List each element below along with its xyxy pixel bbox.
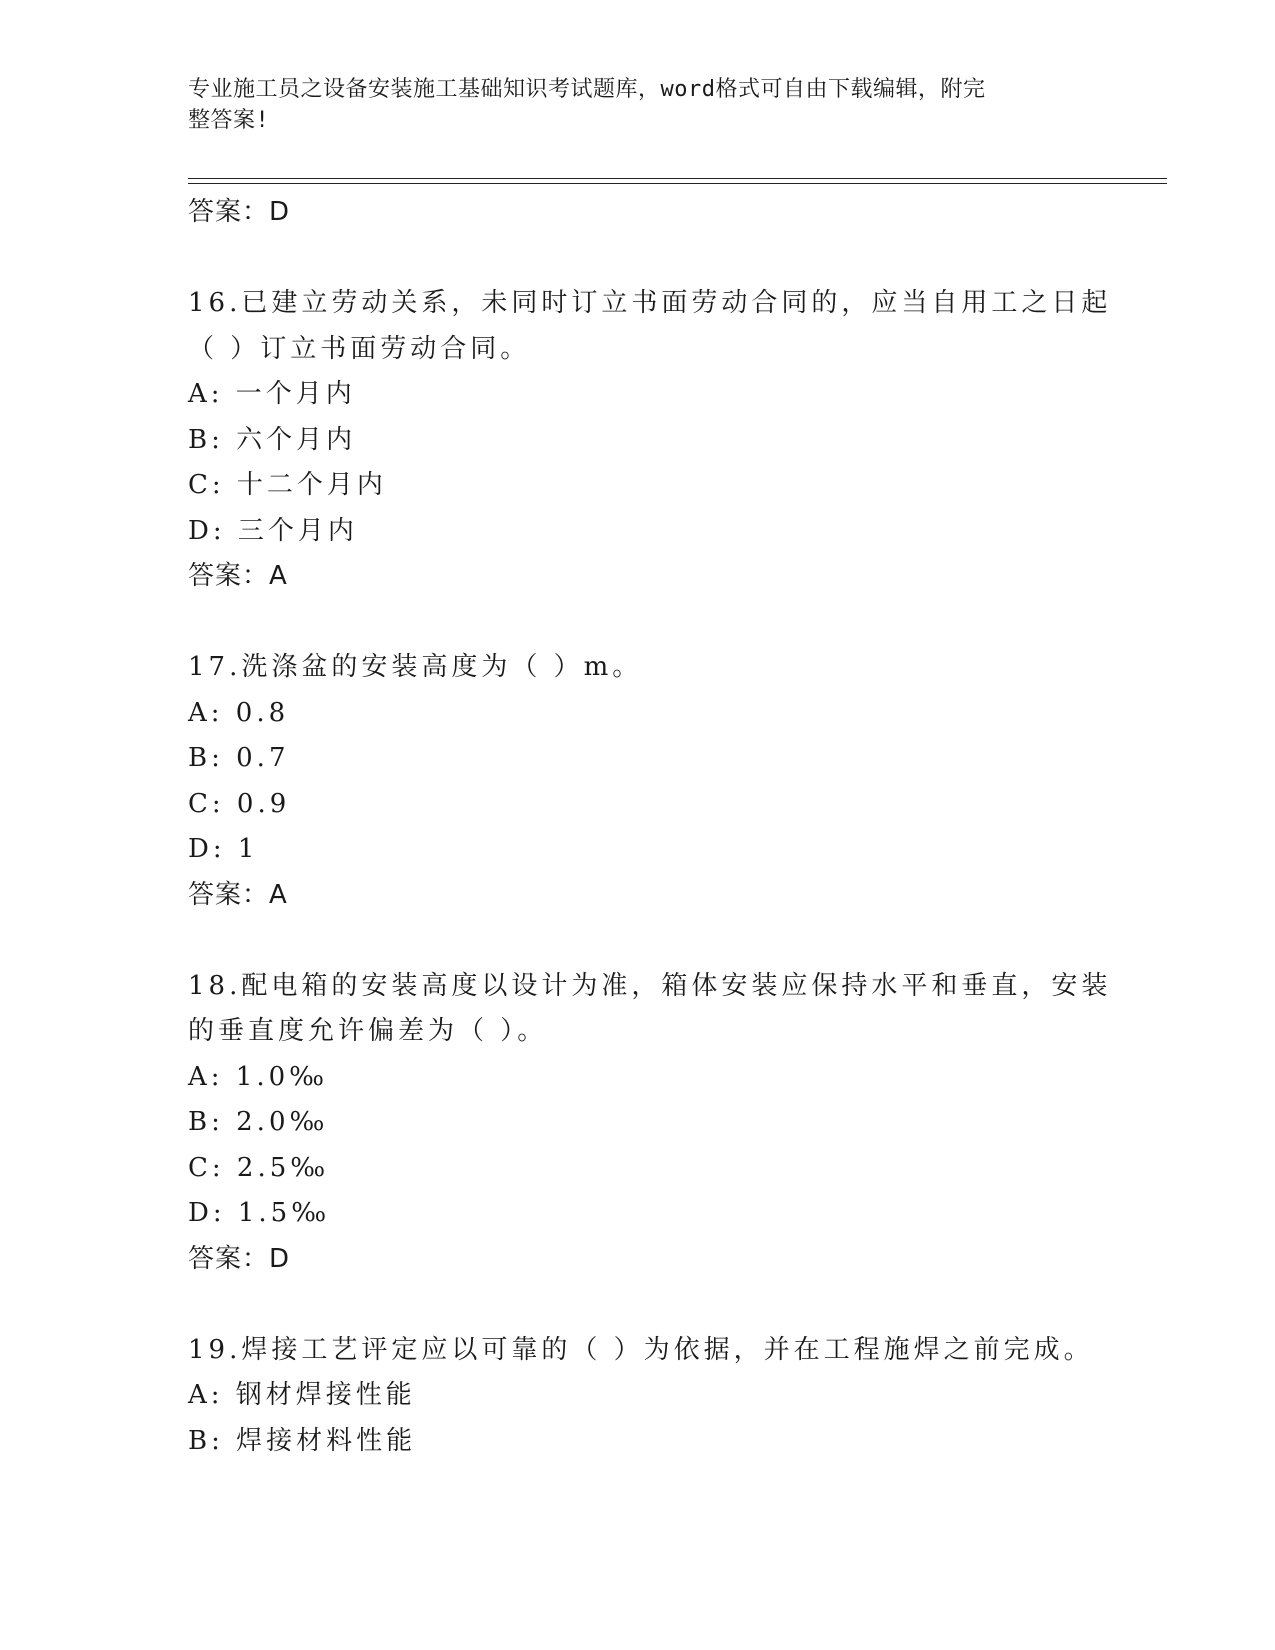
document-header: [188, 74, 1088, 136]
question-16: [188, 281, 1112, 600]
option-a: A: 钢材焊接性能: [188, 1380, 416, 1410]
option-c: C: 0.9: [188, 788, 291, 819]
option-d: D: 1.5‰: [188, 1198, 331, 1228]
answer-line: 答案：A: [188, 561, 288, 591]
answer-line: 答案：D: [188, 197, 291, 227]
header-line-1: 专业施工员之设备安装施工基础知识考试题库，word格式可自由下载编辑，附完: [188, 77, 986, 102]
question-content: [188, 190, 1112, 1464]
option-c: C: 十二个月内: [188, 470, 387, 500]
option-b: B: 2.0‰: [188, 1107, 329, 1137]
question-stem-continued: （ ）订立书面劳动合同。: [188, 333, 531, 364]
option-d: D: 1: [188, 834, 259, 864]
option-b: B: 0.7: [188, 743, 290, 773]
option-a: A: 一个月内: [188, 379, 356, 409]
question-stem: 19.焊接工艺评定应以可靠的（ ）为依据，并在工程施焊之前完成。: [188, 1334, 1094, 1365]
option-a: A: 0.8: [188, 697, 290, 728]
header-divider-bottom: [188, 183, 1167, 184]
question-stem-continued: 的垂直度允许偏差为（ ）。: [188, 1016, 548, 1046]
option-c: C: 2.5‰: [188, 1152, 330, 1183]
option-a: A: 1.0‰: [188, 1061, 329, 1092]
header-line-2: 整答案!: [188, 108, 270, 133]
header-divider-top: [188, 178, 1167, 179]
option-b: B: 六个月内: [188, 424, 357, 455]
option-b: B: 焊接材料性能: [188, 1425, 417, 1456]
option-d: D: 三个月内: [188, 515, 358, 546]
question-stem: 16.已建立劳动关系，未同时订立书面劳动合同的，应当自用工之日起: [188, 288, 1112, 318]
question-17: [188, 645, 1088, 918]
question-19: [188, 1328, 1094, 1465]
question-stem: 17.洗涤盆的安装高度为（ ）m。: [188, 652, 643, 682]
question-stem: 18.配电箱的安装高度以设计为准，箱体安装应保持水平和垂直，安装: [188, 970, 1112, 1001]
answer-line: 答案：D: [188, 1243, 291, 1274]
answer-line: 答案：A: [188, 879, 288, 910]
question-18: [188, 964, 1112, 1283]
